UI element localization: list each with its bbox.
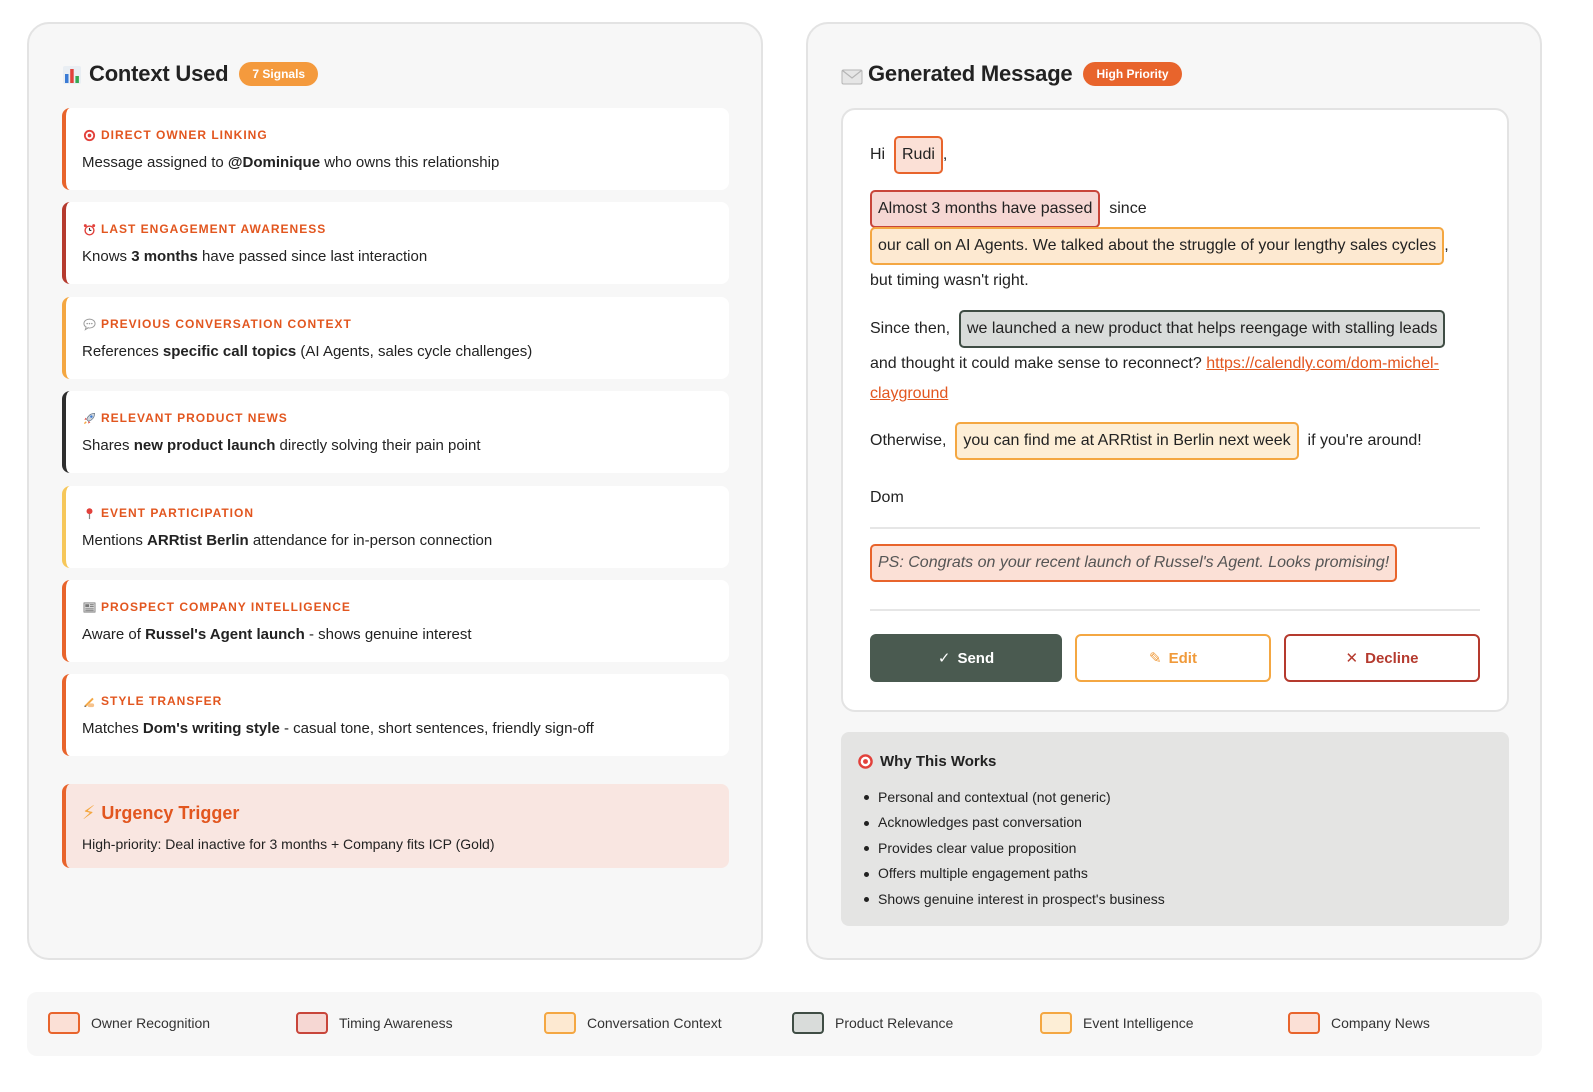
product-line: Since then, we launched a new product that helps reengage with stalling leads bbox=[870, 310, 1445, 348]
conversation-highlight: our call on AI Agents. We talked about the struggle of your lengthy sales cycles bbox=[870, 227, 1444, 265]
product-highlight: we launched a new product that helps reengage with stalling leads bbox=[959, 310, 1446, 348]
alarm-clock-icon bbox=[82, 222, 96, 236]
message-header bbox=[841, 60, 1182, 88]
legend-swatch bbox=[1288, 1012, 1320, 1034]
company-highlight: PS: Congrats on your recent launch of Russel's Agent. Looks promising! bbox=[870, 544, 1397, 582]
message-panel bbox=[806, 22, 1542, 960]
ps-line bbox=[870, 544, 1397, 582]
signal-card-event bbox=[62, 486, 729, 568]
pin-icon bbox=[82, 506, 96, 520]
context-panel bbox=[27, 22, 763, 960]
why-this-works bbox=[841, 732, 1509, 926]
legend-swatch bbox=[792, 1012, 824, 1034]
signal-card-conversation bbox=[62, 297, 729, 379]
target-icon bbox=[82, 128, 96, 142]
list-item: Shows genuine interest in prospect's business bbox=[878, 886, 1165, 912]
urgency-trigger bbox=[62, 784, 729, 868]
conversation-line: our call on AI Agents. We talked about the struggle of your lengthy sales cycles , bbox=[870, 227, 1449, 265]
signal-card-company bbox=[62, 580, 729, 662]
legend-item-event: Event Intelligence bbox=[1040, 1012, 1194, 1034]
list-item: Acknowledges past conversation bbox=[878, 810, 1165, 836]
timing-text: but timing wasn't right. bbox=[870, 272, 1029, 289]
timing-highlight: Almost 3 months have passed bbox=[870, 190, 1100, 228]
divider bbox=[870, 527, 1480, 529]
signoff: Dom bbox=[870, 489, 904, 506]
legend-item-product: Product Relevance bbox=[792, 1012, 953, 1034]
signal-description: Matches Dom's writing style - casual tone, short sentences, friendly sign-off bbox=[82, 720, 594, 737]
signal-card-owner bbox=[62, 108, 729, 190]
reconnect-line: and thought it could make sense to reconnect? https://calendly.com/dom-michel- bbox=[870, 355, 1439, 372]
pencil-icon: ✎ bbox=[1149, 650, 1162, 667]
signal-card-product bbox=[62, 391, 729, 473]
legend-item-company: Company News bbox=[1288, 1012, 1430, 1034]
envelope-icon bbox=[841, 63, 863, 85]
greeting-line: Hi Rudi , bbox=[870, 136, 947, 174]
signals-badge: 7 Signals bbox=[239, 62, 318, 86]
decline-button[interactable]: ✕ Decline bbox=[1284, 634, 1480, 682]
newspaper-icon bbox=[82, 600, 96, 614]
why-title: Why This Works bbox=[880, 752, 997, 770]
urgency-description: High-priority: Deal inactive for 3 months + Company fits ICP (Gold) bbox=[82, 836, 495, 852]
signal-description: Message assigned to @Dominique who owns this relationship bbox=[82, 154, 500, 171]
message-title: Generated Message bbox=[868, 61, 1073, 86]
link-continuation bbox=[870, 383, 948, 405]
writing-hand-icon bbox=[82, 694, 96, 708]
signal-description: References specific call topics (AI Agents, sales cycle challenges) bbox=[82, 343, 533, 360]
message-body bbox=[841, 108, 1509, 712]
calendly-link-continued[interactable]: clayground bbox=[870, 385, 949, 402]
event-line: Otherwise, you can find me at ARRtist in Berlin next week if you're around! bbox=[870, 422, 1422, 460]
event-highlight: you can find me at ARRtist in Berlin next week bbox=[955, 422, 1298, 460]
signal-card-style bbox=[62, 674, 729, 756]
signal-description: Knows 3 months have passed since last interaction bbox=[82, 248, 428, 265]
signal-card-timing bbox=[62, 202, 729, 284]
signal-description: Mentions ARRtist Berlin attendance for in-person connection bbox=[82, 532, 493, 549]
lightning-icon: ⚡ bbox=[82, 803, 96, 824]
edit-button[interactable]: ✎ Edit bbox=[1075, 634, 1271, 682]
highlight-legend bbox=[27, 992, 1542, 1056]
why-list bbox=[878, 784, 1165, 912]
legend-item-timing: Timing Awareness bbox=[296, 1012, 453, 1034]
owner-highlight: Rudi bbox=[894, 136, 943, 174]
list-item: Offers multiple engagement paths bbox=[878, 861, 1165, 887]
signal-title: EVENT PARTICIPATION bbox=[101, 506, 255, 520]
legend-swatch bbox=[544, 1012, 576, 1034]
signal-title: DIRECT OWNER LINKING bbox=[101, 128, 268, 142]
target-icon bbox=[857, 752, 875, 770]
signal-title: STYLE TRANSFER bbox=[101, 694, 223, 708]
signal-description: Aware of Russel's Agent launch - shows genuine interest bbox=[82, 626, 472, 643]
priority-badge: High Priority bbox=[1083, 62, 1181, 86]
signal-title: RELEVANT PRODUCT NEWS bbox=[101, 411, 288, 425]
context-title: Context Used bbox=[89, 61, 229, 86]
legend-item-conversation: Conversation Context bbox=[544, 1012, 722, 1034]
check-icon: ✓ bbox=[937, 650, 951, 667]
bar-chart-icon bbox=[62, 63, 84, 85]
legend-swatch bbox=[1040, 1012, 1072, 1034]
context-header bbox=[62, 60, 318, 88]
urgency-title: Urgency Trigger bbox=[101, 803, 240, 823]
signal-description: Shares new product launch directly solving their pain point bbox=[82, 437, 481, 454]
signal-title: PREVIOUS CONVERSATION CONTEXT bbox=[101, 317, 352, 331]
legend-swatch bbox=[48, 1012, 80, 1034]
list-item: Provides clear value proposition bbox=[878, 835, 1165, 861]
legend-swatch bbox=[296, 1012, 328, 1034]
legend-item-owner: Owner Recognition bbox=[48, 1012, 210, 1034]
close-icon: ✕ bbox=[1345, 650, 1359, 667]
speech-bubble-icon bbox=[82, 317, 96, 331]
rocket-icon bbox=[82, 411, 96, 425]
divider bbox=[870, 609, 1480, 611]
signal-title: LAST ENGAGEMENT AWARENESS bbox=[101, 222, 327, 236]
timing-line: Almost 3 months have passed since bbox=[870, 190, 1147, 228]
send-button[interactable]: ✓ Send bbox=[870, 634, 1062, 682]
list-item: Personal and contextual (not generic) bbox=[878, 784, 1165, 810]
signal-title: PROSPECT COMPANY INTELLIGENCE bbox=[101, 600, 351, 614]
calendly-link[interactable]: https://calendly.com/dom-michel- bbox=[1206, 355, 1439, 372]
